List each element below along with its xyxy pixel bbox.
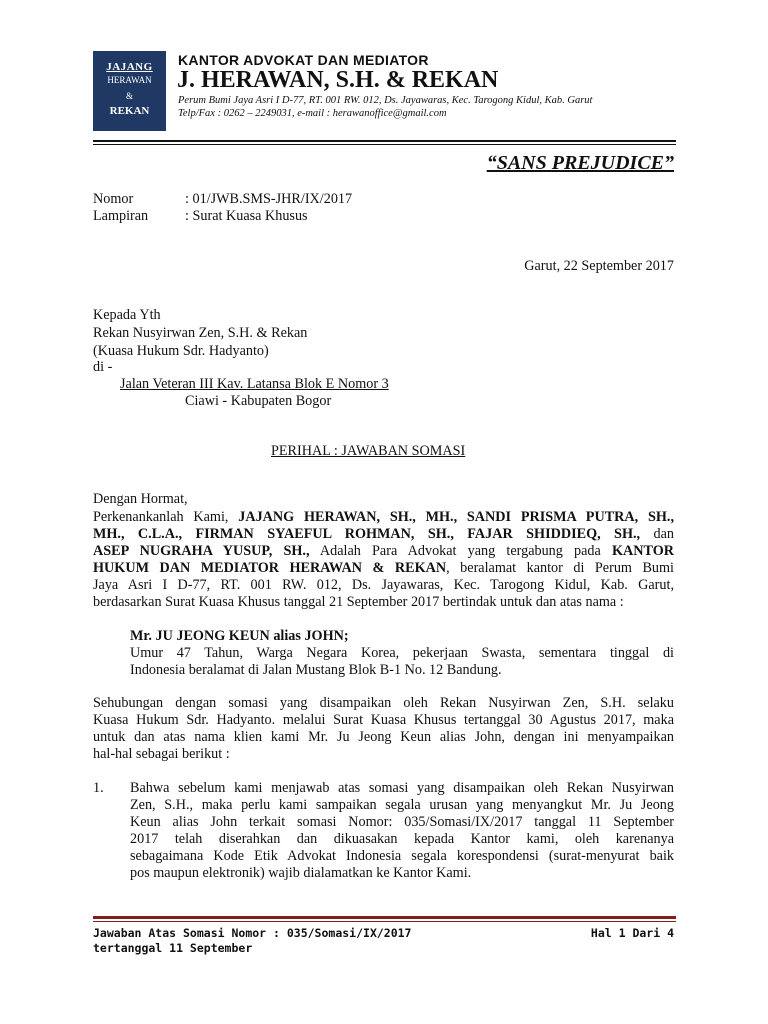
firm-contact: Telp/Fax : 0262 – 2249031, e-mail : herawanoffice@gmail.com — [178, 108, 447, 119]
body-p1-line-5: Jaya Asri I D-77, RT. 001 RW. 012, Ds. Jayawaras, Kec. Tarogong Kidul, Kab. Garut, — [93, 577, 674, 593]
item-1-line-3: Keun alias John terkait somasi Nomor: 035/Somasi/IX/2017 tanggal 11 September — [130, 814, 674, 830]
body-p1-line-6: berdasarkan Surat Kuasa Khusus tanggal 21 September 2017 bertindak untuk dan atas nama : — [93, 594, 624, 610]
item-1-number: 1. — [93, 780, 104, 796]
firm-name: J. HERAWAN, S.H. & REKAN — [177, 67, 499, 93]
footer-reference-line-1: Jawaban Atas Somasi Nomor : 035/Somasi/IX/2017 — [93, 926, 412, 940]
body-p1-line-2-b: dan — [640, 526, 674, 542]
body-p1-line-3-c: KANTOR — [611, 543, 674, 559]
recipient-line-2: Rekan Nusyirwan Zen, S.H. & Rekan — [93, 325, 308, 341]
body-p2-line-1: Sehubungan dengan somasi yang disampaikan oleh Rekan Nusyirwan Zen, S.H. selaku — [93, 695, 674, 711]
office-type: KANTOR ADVOKAT DAN MEDIATOR — [178, 52, 429, 68]
item-1-line-1: Bahwa sebelum kami menjawab atas somasi yang disampaikan oleh Rekan Nusyirwan — [130, 780, 674, 796]
lampiran-value: : Surat Kuasa Khusus — [185, 208, 308, 224]
greeting: Dengan Hormat, — [93, 491, 188, 507]
footer-rule-thin — [93, 921, 676, 922]
body-p1-line-1 — [93, 508, 674, 526]
subject-line: PERIHAL : JAWABAN SOMASI — [271, 443, 466, 459]
nomor-value: : 01/JWB.SMS-JHR/IX/2017 — [185, 191, 353, 207]
body-p1-line-4 — [93, 559, 674, 577]
lampiran-label: Lampiran — [93, 208, 149, 224]
body-p1-line-2 — [93, 525, 674, 543]
body-p2-line-4: hal-hal sebagai berikut : — [93, 746, 230, 762]
place-date: Garut, 22 September 2017 — [524, 258, 674, 274]
body-p2-line-2: Kuasa Hukum Sdr. Hadyanto. melalui Surat Kuasa Khusus tertanggal 30 Agustus 2017, maka — [93, 712, 674, 728]
footer-rule-thick — [93, 916, 676, 919]
logo-line-3: & — [125, 91, 133, 101]
body-p1-line-4-a: HUKUM DAN MEDIATOR HERAWAN & REKAN — [93, 560, 447, 576]
body-p1-line-3-b: Adalah Para Advokat yang tergabung pada — [309, 543, 612, 559]
item-1-line-5: sebagaimana Kode Etik Advokat Indonesia segala korespondensi (surat-menyurat baik — [130, 848, 674, 864]
sans-prejudice-marking: “SANS PREJUDICE” — [486, 152, 674, 174]
nomor-label: Nomor — [93, 191, 134, 207]
client-name: Mr. JU JEONG KEUN alias JOHN; — [130, 628, 349, 644]
recipient-city: Ciawi - Kabupaten Bogor — [185, 393, 332, 409]
client-detail-line-2: Indonesia beralamat di Jalan Mustang Blok B-1 No. 12 Bandung. — [130, 662, 502, 678]
recipient-line-4: di - — [93, 359, 113, 375]
logo-line-4: REKAN — [109, 105, 150, 117]
letterhead-rule-thick — [93, 140, 676, 142]
letterhead-rule-thin — [93, 144, 676, 145]
firm-logo — [93, 51, 166, 131]
client-detail-line-1: Umur 47 Tahun, Warga Negara Korea, pekerjaan Swasta, sementara tinggal di — [130, 645, 674, 661]
item-1-line-4: 2017 telah diserahkan dan dikuasakan kepada Kantor kami, oleh karenanya — [130, 831, 674, 847]
footer-reference-line-2: tertanggal 11 September — [93, 941, 253, 955]
recipient-line-1: Kepada Yth — [93, 307, 161, 323]
recipient-street: Jalan Veteran III Kav. Latansa Blok E Nomor 3 — [120, 376, 389, 392]
body-p1-line-1-b: JAJANG HERAWAN, SH., MH., SANDI PRISMA PUTRA, SH., — [238, 509, 675, 525]
body-p1-line-4-b: , beralamat kantor di Perum Bumi — [446, 560, 674, 576]
logo-line-2: HERAWAN — [107, 75, 152, 85]
body-p1-line-3-a: ASEP NUGRAHA YUSUP, SH., — [93, 543, 310, 559]
body-p1-line-3 — [93, 542, 674, 560]
item-1-line-2: Zen, S.H., maka perlu kami sampaikan segala urusan yang menyangkut Mr. Ju Jeong — [130, 797, 674, 813]
logo-line-1: JAJANG — [106, 61, 153, 73]
page-number: Hal 1 Dari 4 — [590, 926, 674, 940]
firm-address: Perum Bumi Jaya Asri I D-77, RT. 001 RW. 012, Ds. Jayawaras, Kec. Tarogong Kidul, Kab. Garut — [178, 95, 593, 106]
body-p2-line-3: untuk dan atas nama klien kami Mr. Ju Jeong Keun alias John, dengan ini menyampaikan — [93, 729, 674, 745]
body-p1-line-1-a: Perkenankanlah Kami, — [93, 509, 239, 525]
recipient-line-3: (Kuasa Hukum Sdr. Hadyanto) — [93, 343, 269, 359]
item-1-line-6: pos maupun elektronik) wajib dialamatkan ke Kantor Kami. — [130, 865, 472, 881]
body-p1-line-2-a: MH., C.L.A., FIRMAN SYAEFUL ROHMAN, SH., FAJAR SHIDDIEQ, SH., — [93, 526, 641, 542]
